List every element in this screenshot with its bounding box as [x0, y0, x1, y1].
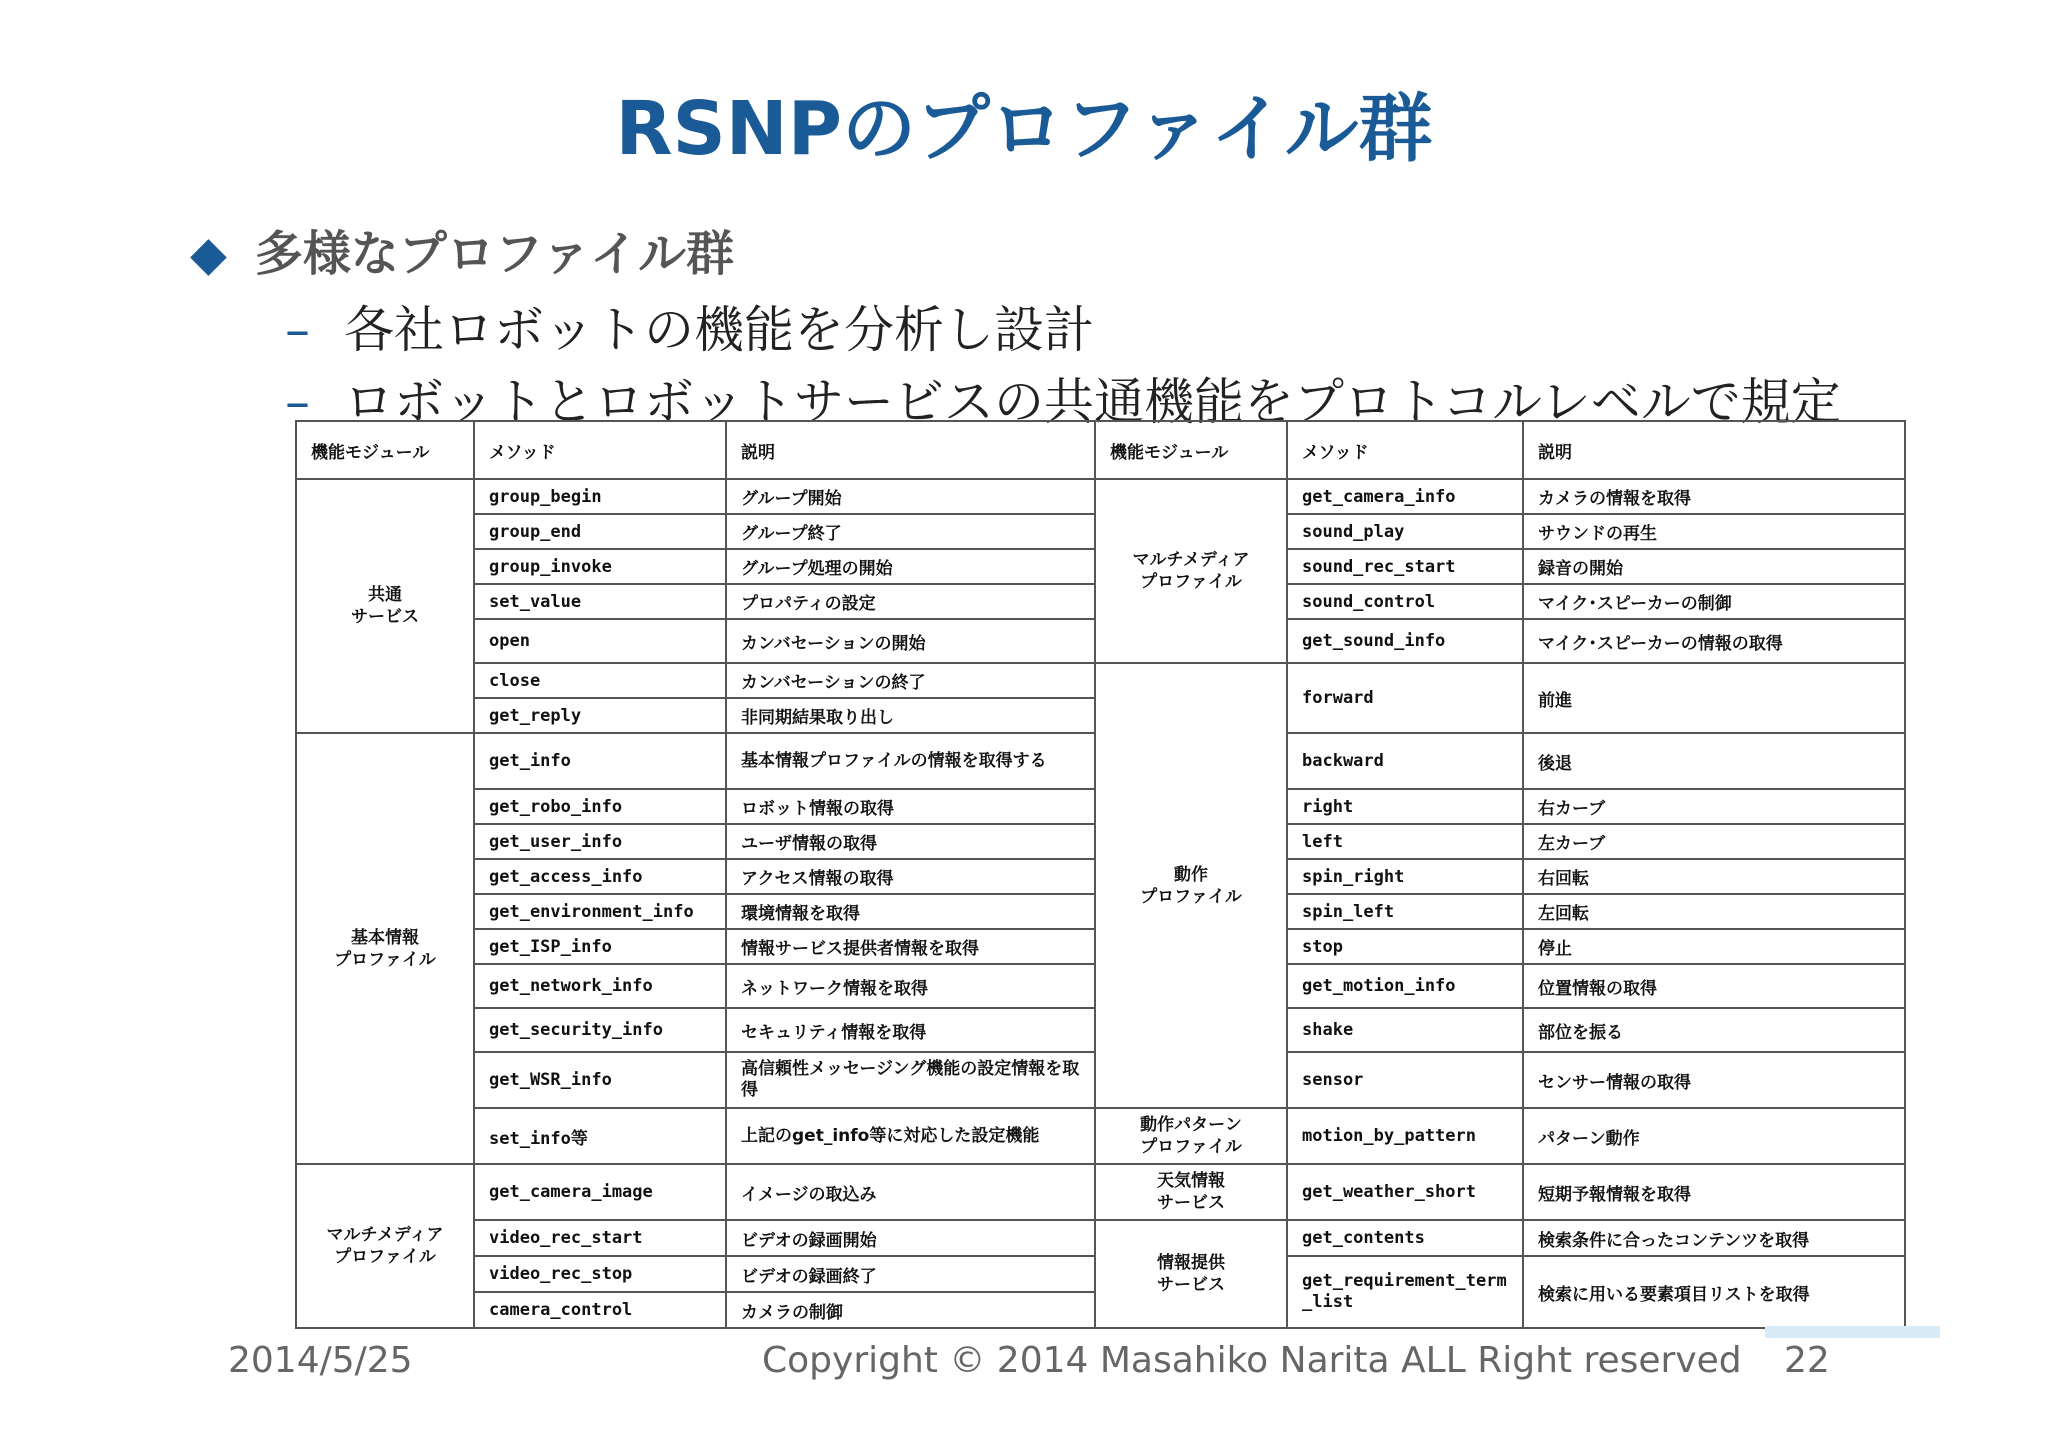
description-cell: カンバセーションの開始 — [726, 619, 1095, 663]
method-cell: get_sound_info — [1287, 619, 1523, 663]
subpoint-text: 各社ロボットの機能を分析し設計 — [344, 301, 1094, 359]
description-cell: ビデオの録画終了 — [726, 1256, 1095, 1292]
method-cell: get_ISP_info — [474, 929, 726, 964]
method-cell: sound_rec_start — [1287, 549, 1523, 584]
profile-table — [295, 420, 1906, 1329]
footer-date: 2014/5/25 — [228, 1340, 413, 1381]
description-cell: 右回転 — [1523, 859, 1905, 894]
method-cell: sound_control — [1287, 584, 1523, 619]
description-cell: 上記のget_info等に対応した設定機能 — [726, 1108, 1095, 1164]
method-cell: get_camera_info — [1287, 479, 1523, 514]
method-cell: get_contents — [1287, 1220, 1523, 1256]
description-cell: 後退 — [1523, 733, 1905, 789]
table-row — [296, 1108, 1905, 1164]
method-cell: sound_play — [1287, 514, 1523, 549]
method-cell: spin_right — [1287, 859, 1523, 894]
table-row — [296, 1164, 1905, 1220]
method-cell: sensor — [1287, 1052, 1523, 1108]
description-cell: ユーザ情報の取得 — [726, 824, 1095, 859]
description-cell: カメラの制御 — [726, 1292, 1095, 1328]
description-cell: 検索に用いる要素項目リストを取得 — [1523, 1256, 1905, 1328]
method-cell: get_requirement_term _list — [1287, 1256, 1523, 1328]
method-cell: stop — [1287, 929, 1523, 964]
method-cell: group_end — [474, 514, 726, 549]
description-cell: ビデオの録画開始 — [726, 1220, 1095, 1256]
module-cell: 動作パターン プロファイル — [1095, 1108, 1287, 1164]
description-cell: セキュリティ情報を取得 — [726, 1008, 1095, 1052]
description-cell: グループ終了 — [726, 514, 1095, 549]
description-cell: サウンドの再生 — [1523, 514, 1905, 549]
description-cell: グループ開始 — [726, 479, 1095, 514]
description-cell: 検索条件に合ったコンテンツを取得 — [1523, 1220, 1905, 1256]
slide-title: RSNPのプロファイル群 — [615, 86, 1433, 172]
module-cell: 共通 サービス — [296, 479, 474, 733]
diamond-icon: ◆ — [190, 226, 227, 282]
description-cell: 右カーブ — [1523, 789, 1905, 824]
description-cell: カメラの情報を取得 — [1523, 479, 1905, 514]
description-cell: ロボット情報の取得 — [726, 789, 1095, 824]
description-cell: 環境情報を取得 — [726, 894, 1095, 929]
method-cell: motion_by_pattern — [1287, 1108, 1523, 1164]
method-cell: get_motion_info — [1287, 964, 1523, 1008]
description-cell: 位置情報の取得 — [1523, 964, 1905, 1008]
method-cell: spin_left — [1287, 894, 1523, 929]
description-cell: ネットワーク情報を取得 — [726, 964, 1095, 1008]
description-cell: カンバセーションの終了 — [726, 663, 1095, 698]
description-cell: マイク･スピーカーの情報の取得 — [1523, 619, 1905, 663]
table-row — [296, 663, 1905, 698]
description-cell: 前進 — [1523, 663, 1905, 733]
method-cell: right — [1287, 789, 1523, 824]
description-cell: マイク･スピーカーの制御 — [1523, 584, 1905, 619]
method-cell: video_rec_start — [474, 1220, 726, 1256]
bullet-text: 多様なプロファイル群 — [254, 226, 734, 282]
method-cell: set_value — [474, 584, 726, 619]
table-header: 機能モジュール — [1095, 421, 1287, 479]
description-cell: アクセス情報の取得 — [726, 859, 1095, 894]
table-header: 説明 — [1523, 421, 1905, 479]
method-cell: set_info等 — [474, 1108, 726, 1164]
table-header: メソッド — [1287, 421, 1523, 479]
description-cell: 短期予報情報を取得 — [1523, 1164, 1905, 1220]
table-row — [296, 479, 1905, 514]
table-header: 説明 — [726, 421, 1095, 479]
module-cell: マルチメディア プロファイル — [1095, 479, 1287, 663]
method-cell: get_access_info — [474, 859, 726, 894]
method-cell: shake — [1287, 1008, 1523, 1052]
method-cell: get_user_info — [474, 824, 726, 859]
module-cell: 動作 プロファイル — [1095, 663, 1287, 1108]
method-cell: video_rec_stop — [474, 1256, 726, 1292]
description-cell: 左カーブ — [1523, 824, 1905, 859]
description-cell: 高信頼性メッセージング機能の設定情報を取得 — [726, 1052, 1095, 1108]
table-header: メソッド — [474, 421, 726, 479]
method-cell: camera_control — [474, 1292, 726, 1328]
method-cell: close — [474, 663, 726, 698]
description-cell: パターン動作 — [1523, 1108, 1905, 1164]
footer-copyright: Copyright © 2014 Masahiko Narita ALL Right reserved — [762, 1340, 1742, 1381]
description-cell: 基本情報プロファイルの情報を取得する — [726, 733, 1095, 789]
module-cell: 情報提供 サービス — [1095, 1220, 1287, 1328]
module-cell: 基本情報 プロファイル — [296, 733, 474, 1164]
method-cell: get_security_info — [474, 1008, 726, 1052]
method-cell: forward — [1287, 663, 1523, 733]
method-cell: backward — [1287, 733, 1523, 789]
bullet-heading — [190, 215, 734, 284]
description-cell: 部位を振る — [1523, 1008, 1905, 1052]
method-cell: get_info — [474, 733, 726, 789]
description-cell: 停止 — [1523, 929, 1905, 964]
method-cell: get_WSR_info — [474, 1052, 726, 1108]
description-cell: イメージの取込み — [726, 1164, 1095, 1220]
method-cell: get_environment_info — [474, 894, 726, 929]
module-cell: 天気情報 サービス — [1095, 1164, 1287, 1220]
description-cell: 情報サービス提供者情報を取得 — [726, 929, 1095, 964]
description-cell: 録音の開始 — [1523, 549, 1905, 584]
footer-accent-bar — [1765, 1326, 1940, 1338]
description-cell: グループ処理の開始 — [726, 549, 1095, 584]
description-cell: 非同期結果取り出し — [726, 698, 1095, 733]
method-cell: get_weather_short — [1287, 1164, 1523, 1220]
subpoint-text: ロボットとロボットサービスの共通機能をプロトコルレベルで規定 — [344, 373, 1841, 431]
dash-icon: – — [285, 373, 310, 431]
module-cell: マルチメディア プロファイル — [296, 1164, 474, 1328]
description-cell: プロパティの設定 — [726, 584, 1095, 619]
method-cell: group_invoke — [474, 549, 726, 584]
method-cell: group_begin — [474, 479, 726, 514]
page-number: 22 — [1784, 1340, 1830, 1381]
method-cell: get_camera_image — [474, 1164, 726, 1220]
description-cell: センサー情報の取得 — [1523, 1052, 1905, 1108]
subpoint-1 — [285, 290, 1094, 362]
method-cell: get_robo_info — [474, 789, 726, 824]
table-row — [296, 1220, 1905, 1256]
method-cell: get_reply — [474, 698, 726, 733]
table-header-row — [296, 421, 1905, 479]
method-cell: get_network_info — [474, 964, 726, 1008]
method-cell: left — [1287, 824, 1523, 859]
method-cell: open — [474, 619, 726, 663]
dash-icon: – — [285, 301, 310, 359]
description-cell: 左回転 — [1523, 894, 1905, 929]
table-header: 機能モジュール — [296, 421, 474, 479]
